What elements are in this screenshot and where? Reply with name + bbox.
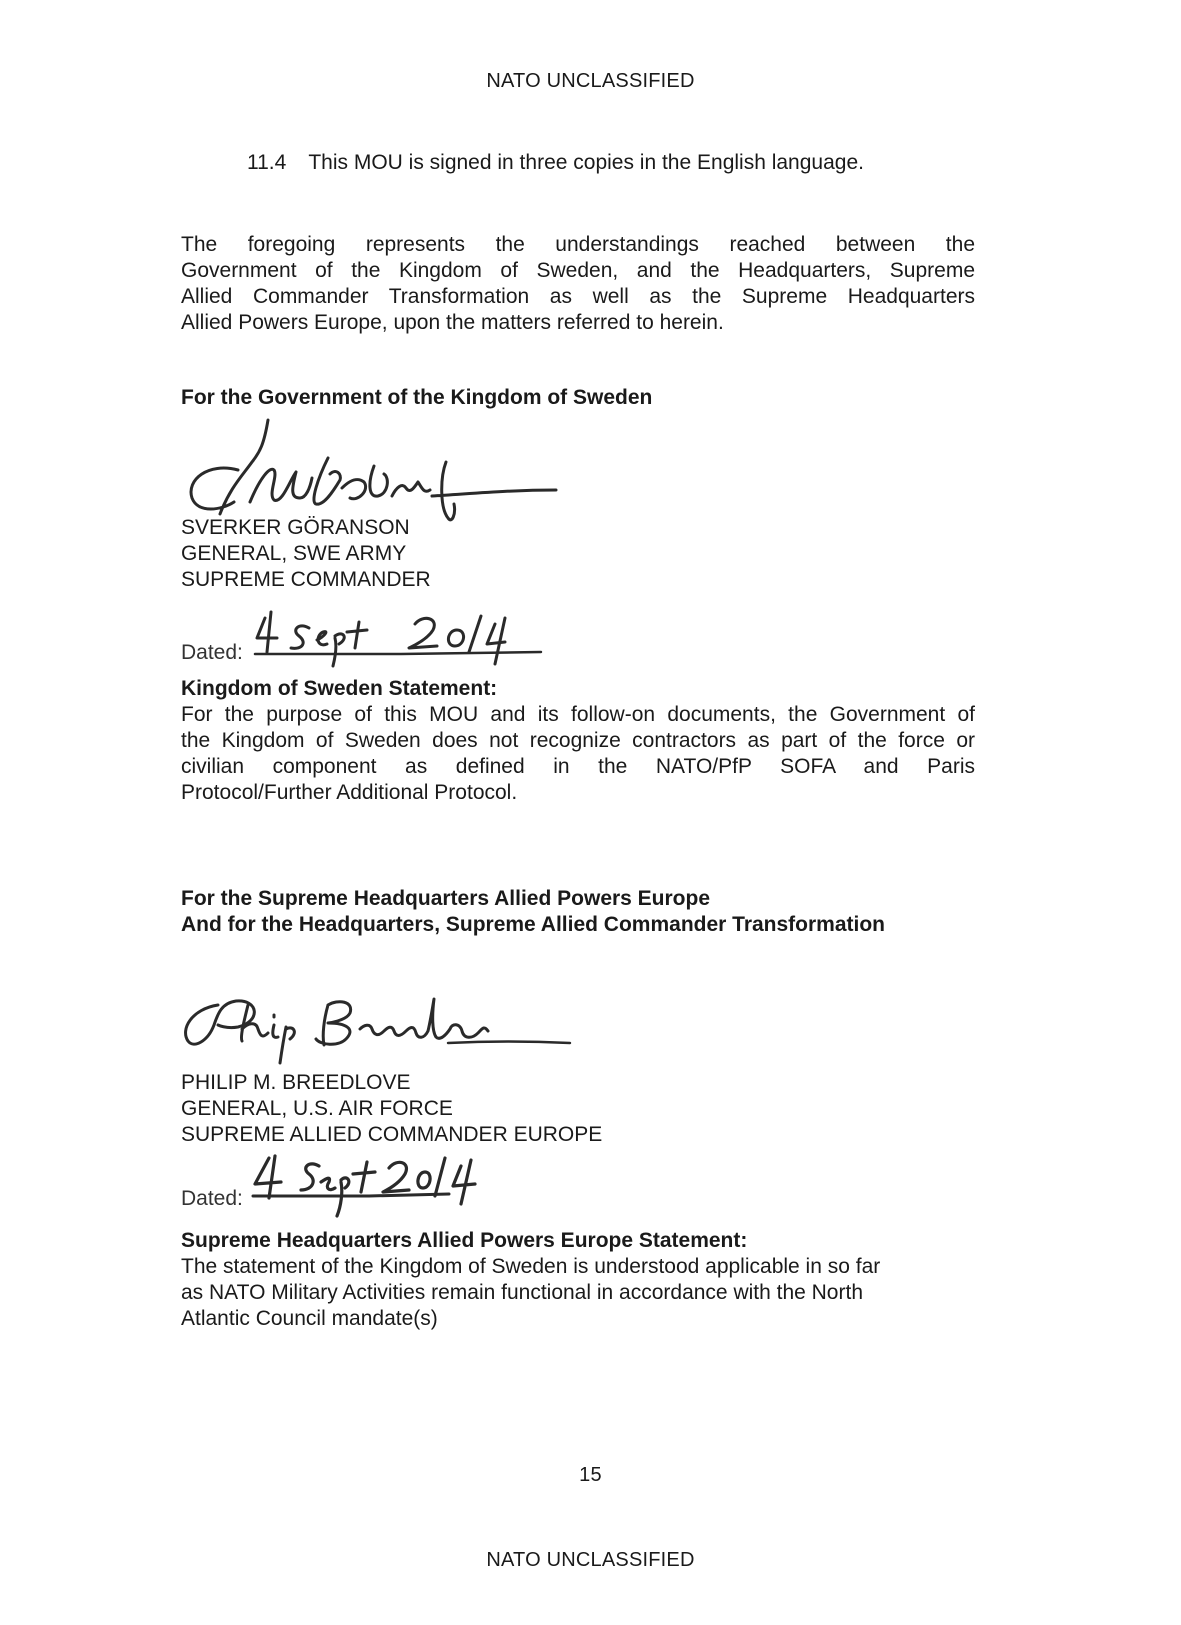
clause-text: This MOU is signed in three copies in the English language. <box>308 151 864 174</box>
sweden-signatory-block <box>181 515 431 593</box>
sweden-statement-line: civilian component as defined in the NATO/PfP SOFA and Paris <box>181 755 975 778</box>
foregoing-paragraph <box>181 232 975 336</box>
sweden-statement-body <box>181 702 975 806</box>
clause-number: 11.4 <box>247 151 287 174</box>
header-classification: NATO UNCLASSIFIED <box>486 70 695 92</box>
footer-classification: NATO UNCLASSIFIED <box>486 1549 695 1571</box>
sweden-signatory-position: SUPREME COMMANDER <box>181 568 431 591</box>
sweden-statement-line: For the purpose of this MOU and its follow-on documents, the Government of <box>181 703 975 726</box>
shape-statement-line: The statement of the Kingdom of Sweden is understood applicable in so far <box>181 1255 881 1278</box>
clause-11-4 <box>247 150 864 176</box>
sweden-statement-heading: Kingdom of Sweden Statement: <box>181 677 498 700</box>
shape-statement-body <box>181 1254 880 1332</box>
shape-statement-line: Atlantic Council mandate(s) <box>181 1307 438 1330</box>
sweden-signatory-heading: For the Government of the Kingdom of Sweden <box>181 386 653 409</box>
shape-signatory-name: PHILIP M. BREEDLOVE <box>181 1071 411 1094</box>
foregoing-last-line: Allied Powers Europe, upon the matters referred to herein. <box>181 311 724 334</box>
shape-handwritten-date <box>249 1152 489 1218</box>
shape-statement-heading: Supreme Headquarters Allied Powers Europe Statement: <box>181 1229 748 1252</box>
shape-statement-line: as NATO Military Activities remain functional in accordance with the North <box>181 1281 863 1304</box>
foregoing-line: Allied Commander Transformation as well as the Supreme Headquarters <box>181 285 975 308</box>
sweden-signatory-rank: GENERAL, SWE ARMY <box>181 542 407 565</box>
shape-signatory-heading <box>181 886 885 938</box>
page-number: 15 <box>579 1464 602 1486</box>
shape-heading-line-2: And for the Headquarters, Supreme Allied Commander Transformation <box>181 913 886 936</box>
sweden-statement-last-line: Protocol/Further Additional Protocol. <box>181 781 518 804</box>
foregoing-line: Government of the Kingdom of Sweden, and the Headquarters, Supreme <box>181 259 975 282</box>
shape-dated-label: Dated: <box>181 1187 243 1210</box>
shape-signatory-position: SUPREME ALLIED COMMANDER EUROPE <box>181 1123 603 1146</box>
shape-signatory-rank: GENERAL, U.S. AIR FORCE <box>181 1097 453 1120</box>
sweden-statement-line: the Kingdom of Sweden does not recognize contractors as part of the force or <box>181 729 975 752</box>
shape-heading-line-1: For the Supreme Headquarters Allied Powers Europe <box>181 887 711 910</box>
foregoing-line: The foregoing represents the understandings reached between the <box>181 233 975 256</box>
sweden-handwritten-date <box>251 608 551 670</box>
shape-signatory-block <box>181 1070 602 1148</box>
sweden-signatory-name: SVERKER GÖRANSON <box>181 516 410 539</box>
sweden-dated-row <box>181 608 551 670</box>
shape-dated-row <box>181 1152 489 1218</box>
sweden-dated-label: Dated: <box>181 641 243 664</box>
shape-signature <box>178 985 578 1075</box>
